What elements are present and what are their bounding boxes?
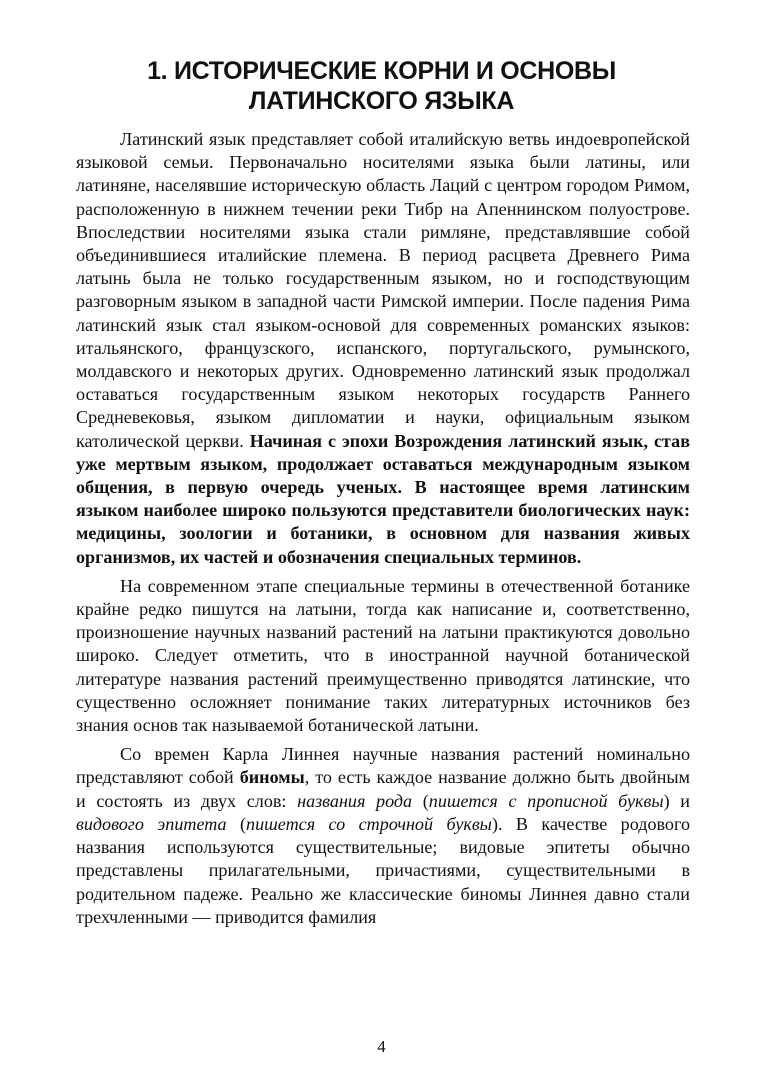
paragraph-3-text-3: ( — [412, 790, 429, 811]
chapter-title — [70, 56, 693, 116]
term-genus-name: названия рода — [297, 790, 413, 811]
paragraph-1-bold-text: Начиная с эпохи Возрождения латинский язык, став уже мертвым языком, продолжает оставаться международным языком общения, в первую очередь ученых. В настоящее время латинским языком наиболее широко пользуются представители биологических наук: медицины, зоологии и ботаники, в основном для названия живых организмов, их частей и обозначения специальных терминов. — [76, 430, 690, 567]
paragraph-3-text-4: ) и — [663, 790, 690, 811]
note-capital-letter: пишется с прописной буквы — [428, 790, 664, 811]
body-text — [76, 128, 690, 935]
paragraph-2-text: На современном этапе специальные термины в отечественной ботанике крайне редко пишутся на латыни, тогда как написание и, соответственно, произношение научных названий растений на латыни практикуются довольно широко. Следует отметить, что в иностранной научной ботанической литературе названия растений преимущественно приводятся латинские, что существенно осложняет понимание таких литературных источников без знания основ так называемой ботанической латыни. — [76, 575, 690, 736]
chapter-title-line-1: 1. ИСТОРИЧЕСКИЕ КОРНИ И ОСНОВЫ — [147, 57, 616, 85]
term-binomy: биномы — [239, 767, 305, 788]
paragraph-3-text-6: ). В качестве родового названия используются существительные; видовые эпитеты обычно представлены прилагательными, причастиями, существительными в родительном падеже. Реально же классические биномы Линнея давно стали трехчленными — приводится фамилия — [76, 813, 690, 927]
paragraph-3 — [76, 743, 690, 929]
paragraph-2 — [76, 575, 690, 737]
note-lowercase-letter: пишется со строчной буквы — [246, 813, 492, 834]
paragraph-1 — [76, 128, 690, 569]
paragraph-3-text-5: ( — [226, 813, 247, 834]
paragraph-3-text-1: Со времен Карла Линнея научные названия растений номинально представляют собой — [76, 744, 690, 788]
term-species-epithet: видового эпитета — [76, 813, 227, 834]
paragraph-1-text: Латинский язык представляет собой италийскую ветвь индоевропейской языковой семьи. Первоначально носителями языка были латины, или латиняне, населявшие историческую область Лаций с центром городом Римом, расположенную в нижнем течении реки Тибр на Апеннинском полуострове. Впоследствии носителями языка стали римляне, представлявшие собой объединившиеся италийские племена. В период расцвета Древнего Рима латынь была не только государственным языком, но и господствующим разговорным языком в западной части Римской империи. После падения Рима латинский язык стал языком-основой для современных романских языков: итальянского, французского, испанского, португальского, румынского, молдавского и некоторых других. Одновременно латинский язык продолжал оставаться государственным языком некоторых государств Раннего Средневековья, языком дипломатии и науки, официальным языком католической церкви. — [76, 129, 690, 451]
paragraph-3-text-2: , то есть каждое название должно быть двойным и состоять из двух слов: — [76, 767, 690, 811]
chapter-title-line-2: ЛАТИНСКОГО ЯЗЫКА — [248, 87, 515, 115]
page-number: 4 — [377, 1037, 386, 1056]
